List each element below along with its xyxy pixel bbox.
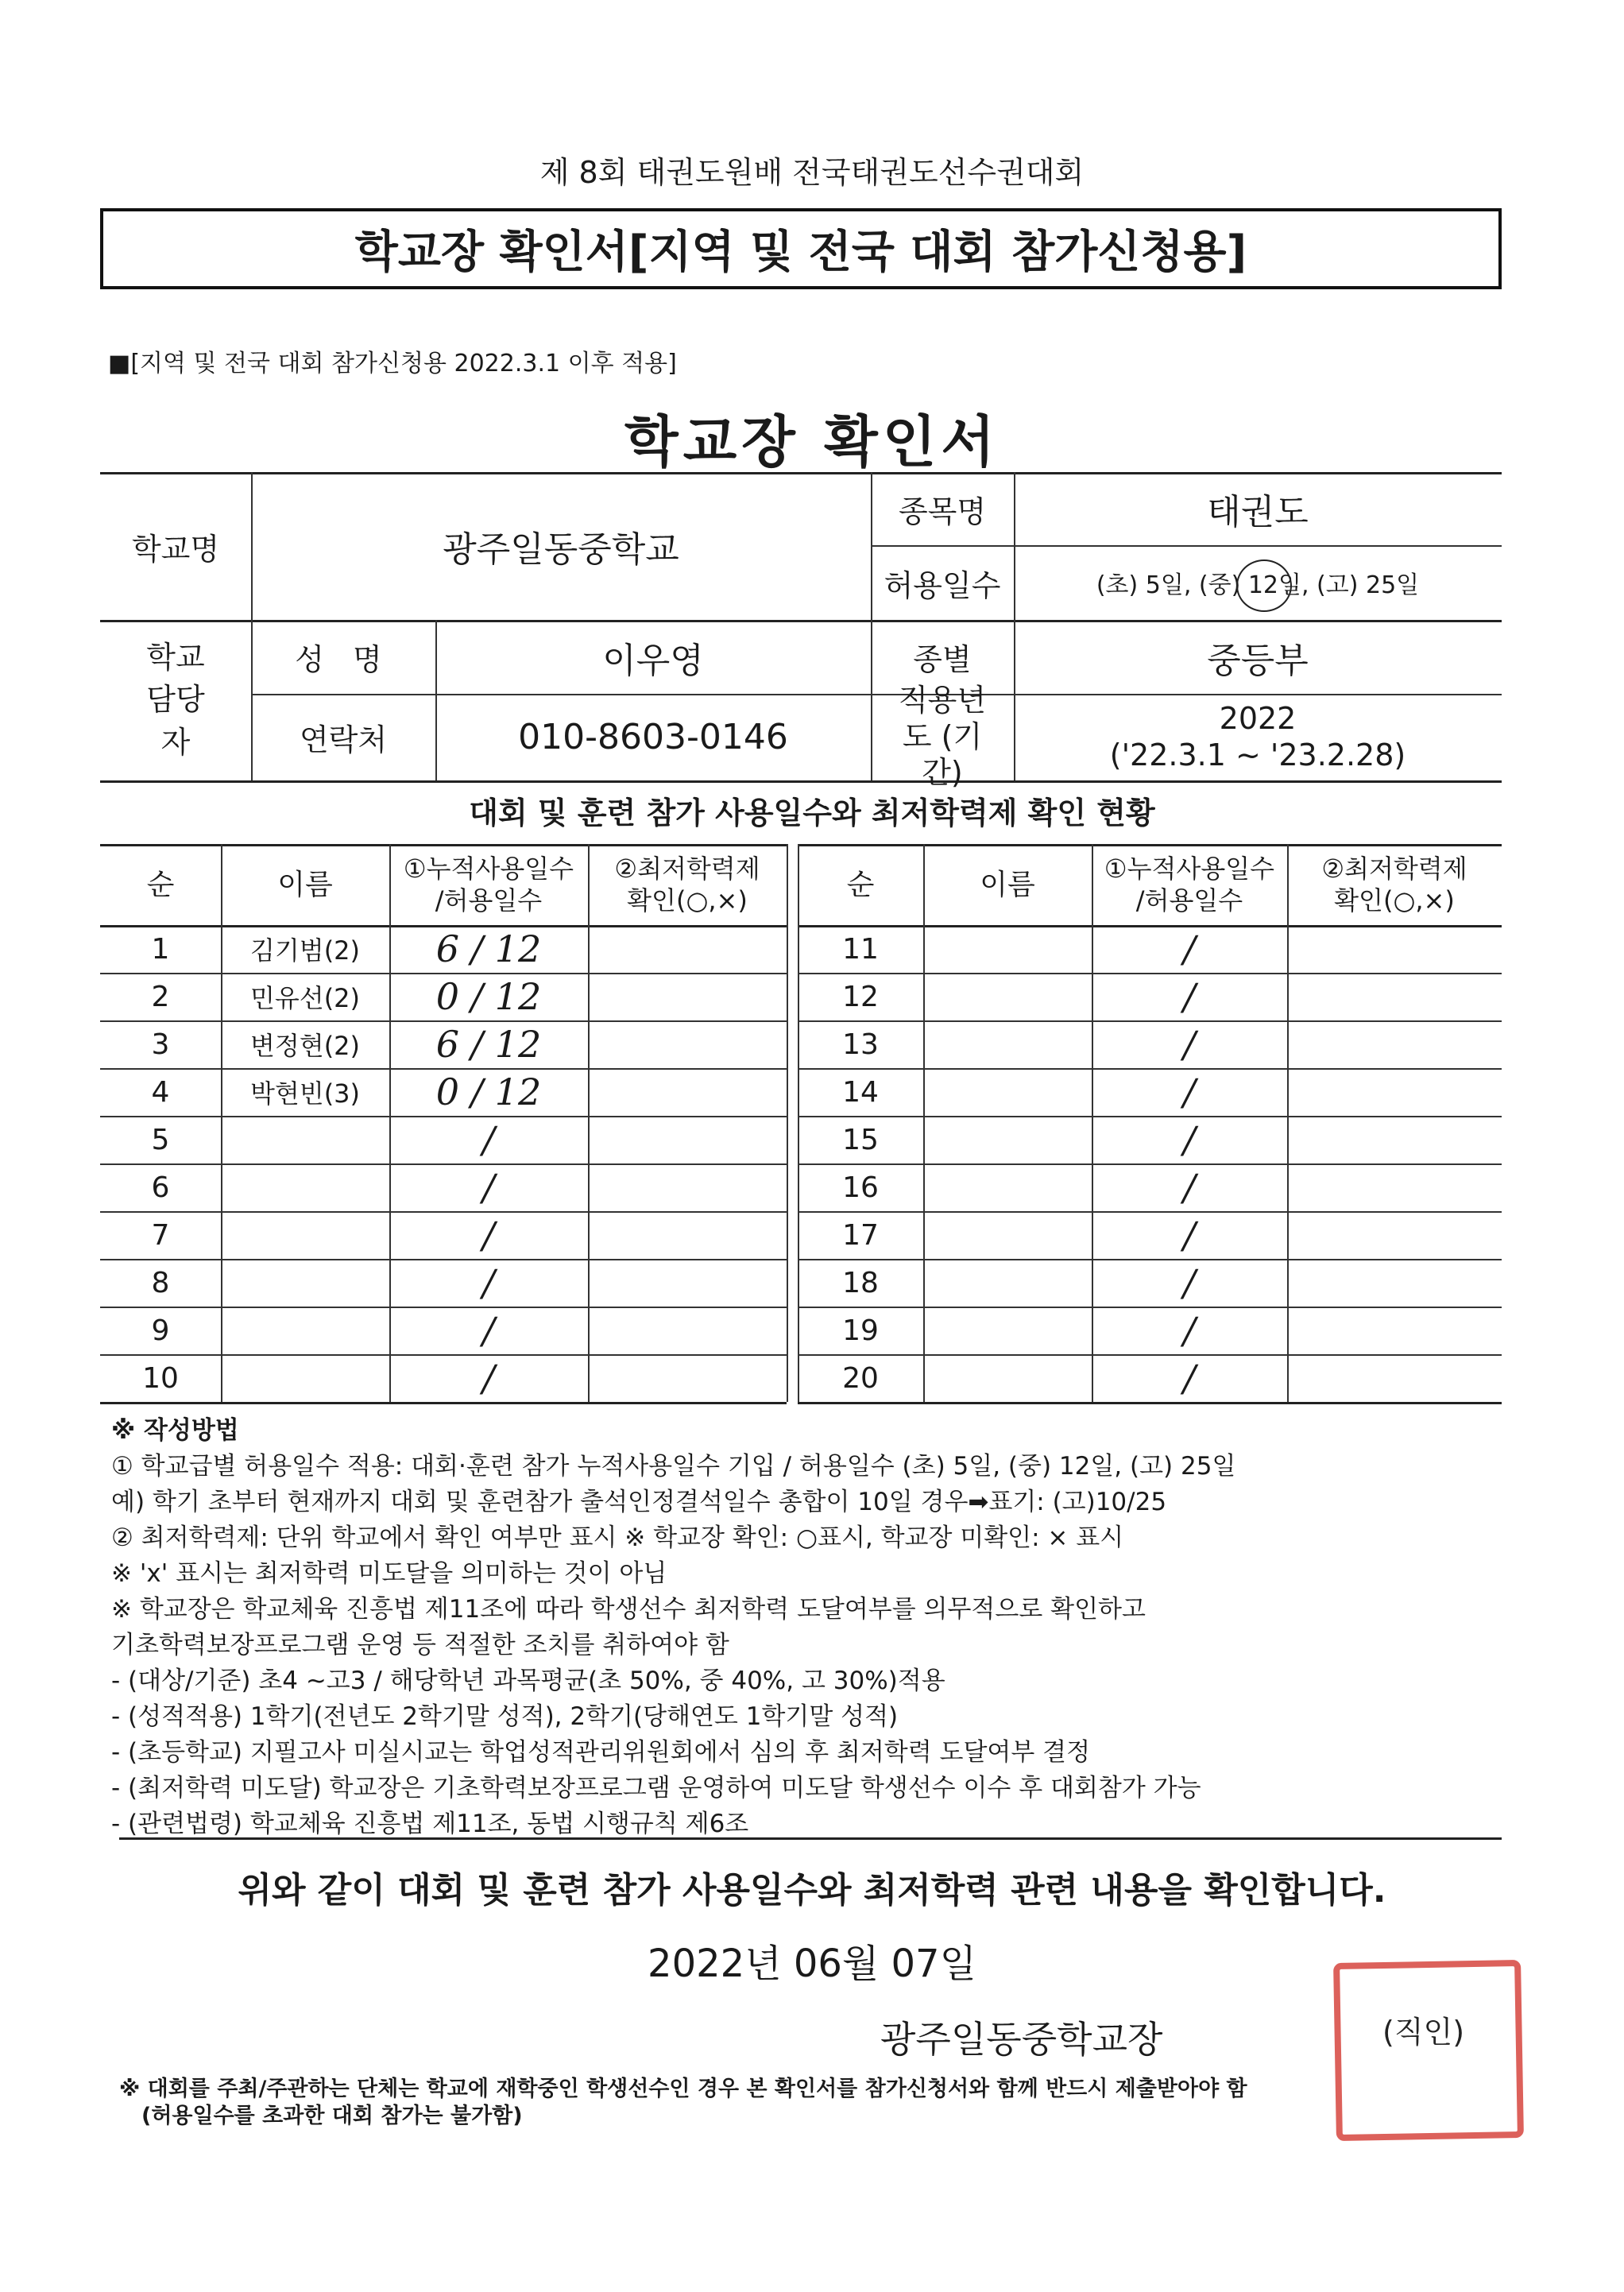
header-days-line2: /허용일수 bbox=[435, 885, 543, 916]
header-min-line1: ②최저학력제 bbox=[614, 854, 760, 884]
row-days-used: / bbox=[1183, 1023, 1196, 1066]
row-min-check bbox=[1287, 1068, 1502, 1116]
row-min-check bbox=[1287, 1354, 1502, 1402]
row-name: 민유선(2) bbox=[249, 983, 361, 1013]
row-days-used: / bbox=[1183, 1071, 1196, 1113]
instruction-line: ② 최저학력제: 단위 학교에서 확인 여부만 표시 ※ 학교장 확인: ○표시, 학교장 미확인: × 표시 bbox=[111, 1523, 1124, 1552]
row-days-used: / bbox=[1183, 975, 1196, 1018]
name-value: 이우영 bbox=[602, 640, 704, 681]
row-min-check bbox=[588, 1068, 787, 1116]
principal-name: 광주일동중학교장 bbox=[880, 2018, 1163, 2061]
row-min-check bbox=[588, 1307, 787, 1354]
row-number: 11 bbox=[842, 932, 879, 966]
contact-value: 010-8603-0146 bbox=[518, 717, 788, 757]
row-name bbox=[923, 1020, 1092, 1068]
row-number: 2 bbox=[151, 980, 170, 1013]
category-label: 종별 bbox=[913, 642, 972, 677]
row-number: 6 bbox=[151, 1171, 170, 1204]
row-min-check bbox=[588, 1354, 787, 1402]
row-days-used: / bbox=[1183, 1166, 1196, 1209]
footnote-line-2: (허용일수를 초과한 대회 참가는 불가함) bbox=[141, 2104, 523, 2128]
header-min-left bbox=[588, 844, 787, 925]
row-number: 1 bbox=[151, 932, 170, 966]
row-name bbox=[923, 1163, 1092, 1211]
instruction-line: - (최저학력 미도달) 학교장은 기초학력보장프로그램 운영하여 미도달 학생선수 이수 후 대회참가 가능 bbox=[111, 1774, 1201, 1802]
instruction-line: ※ 학교장은 학교체육 진흥법 제11조에 따라 학생선수 최저학력 도달여부를 의무적으로 확인하고 bbox=[111, 1595, 1146, 1624]
header-days-line2: /허용일수 bbox=[1135, 885, 1243, 916]
row-number: 19 bbox=[842, 1314, 879, 1347]
section-title: 대회 및 훈련 참가 사용일수와 최저학력제 확인 현황 bbox=[469, 796, 1155, 830]
row-min-check bbox=[588, 1020, 787, 1068]
row-name: 박현빈(3) bbox=[249, 1078, 361, 1109]
row-name: 변정현(2) bbox=[249, 1031, 361, 1061]
row-number: 10 bbox=[142, 1361, 179, 1395]
row-min-check bbox=[588, 925, 787, 973]
row-name bbox=[923, 973, 1092, 1020]
row-min-check bbox=[1287, 1211, 1502, 1259]
header-name-right: 이름 bbox=[980, 868, 1035, 901]
row-name bbox=[923, 1354, 1092, 1402]
row-min-check bbox=[1287, 1020, 1502, 1068]
row-days-used: / bbox=[1183, 1261, 1196, 1304]
contact-label: 연락처 bbox=[299, 722, 388, 757]
period-year: 2022 bbox=[1219, 700, 1297, 736]
instruction-line: - (대상/기준) 초4 ~고3 / 해당학년 과목평균(초 50%, 중 40%, 고 30%)적용 bbox=[111, 1667, 945, 1695]
header-days-right bbox=[1092, 844, 1287, 925]
row-days-used: / bbox=[482, 1261, 495, 1304]
category-value: 중등부 bbox=[1207, 640, 1309, 681]
table-col-line bbox=[787, 844, 788, 1402]
writing-instructions bbox=[111, 1413, 1510, 1842]
row-name bbox=[221, 1259, 389, 1307]
row-name bbox=[923, 1116, 1092, 1163]
row-days-used: / bbox=[1183, 1118, 1196, 1161]
row-days-used: / bbox=[482, 1309, 495, 1352]
notes-separator bbox=[119, 1837, 1502, 1840]
instruction-line: ※ 'x' 표시는 최저학력 미도달을 의미하는 것이 아님 bbox=[111, 1559, 667, 1588]
footnote bbox=[119, 2076, 1533, 2130]
row-days-used: / bbox=[1183, 1357, 1196, 1400]
row-min-check bbox=[1287, 925, 1502, 973]
sport-label: 종목명 bbox=[898, 494, 987, 529]
row-name bbox=[221, 1354, 389, 1402]
row-min-check bbox=[1287, 1259, 1502, 1307]
period-range: ('22.3.1 ~ '23.2.28) bbox=[1109, 737, 1406, 772]
seal-mark-label: (직인) bbox=[1382, 2015, 1465, 2050]
allow-circle-mark bbox=[1236, 559, 1292, 612]
table-row-line bbox=[100, 844, 787, 846]
period-label: 적용년도 (기간) bbox=[898, 683, 987, 791]
row-days-used: 6 / 12 bbox=[435, 1023, 542, 1066]
header-days-line1: ①누적사용일수 bbox=[1104, 854, 1275, 884]
row-min-check bbox=[588, 1211, 787, 1259]
row-name bbox=[221, 1163, 389, 1211]
row-name bbox=[923, 1211, 1092, 1259]
row-days-used: / bbox=[1183, 1214, 1196, 1256]
document-title: 학교장 확인서 bbox=[624, 409, 1000, 474]
row-days-used: / bbox=[482, 1118, 495, 1161]
row-min-check bbox=[1287, 973, 1502, 1020]
form-title-box bbox=[100, 208, 1502, 289]
instruction-line: ※ 작성방법 bbox=[111, 1416, 239, 1445]
row-min-check bbox=[1287, 1307, 1502, 1354]
row-days-used: 0 / 12 bbox=[435, 1071, 542, 1113]
header-name-left: 이름 bbox=[277, 868, 333, 901]
row-name: 김기범(2) bbox=[249, 935, 361, 966]
row-name bbox=[923, 925, 1092, 973]
table-row-line bbox=[100, 1402, 787, 1404]
row-number: 3 bbox=[151, 1028, 170, 1061]
row-number: 8 bbox=[151, 1266, 170, 1299]
table-row-line bbox=[798, 1402, 1502, 1404]
row-name bbox=[221, 1211, 389, 1259]
row-number: 15 bbox=[842, 1123, 879, 1156]
header-days-left bbox=[389, 844, 588, 925]
instruction-line: 예) 학기 초부터 현재까지 대회 및 훈련참가 출석인정결석일수 총합이 10일 경우➡표기: (고)10/25 bbox=[111, 1488, 1167, 1516]
row-number: 12 bbox=[842, 980, 879, 1013]
sport-value: 태권도 bbox=[1207, 492, 1309, 532]
row-number: 5 bbox=[151, 1123, 170, 1156]
header-min-line2: 확인(○,×) bbox=[627, 885, 748, 916]
instruction-line: ① 학교급별 허용일수 적용: 대회·훈련 참가 누적사용일수 기입 / 허용일수 (초) 5일, (중) 12일, (고) 25일 bbox=[111, 1452, 1236, 1481]
row-days-used: / bbox=[482, 1357, 495, 1400]
row-number: 9 bbox=[151, 1314, 170, 1347]
issue-date: 2022년 06월 07일 bbox=[648, 1942, 976, 1986]
form-title: 학교장 확인서[지역 및 전국 대회 참가신청용] bbox=[354, 226, 1247, 278]
row-name bbox=[221, 1307, 389, 1354]
row-number: 18 bbox=[842, 1266, 879, 1299]
row-days-used: / bbox=[1183, 927, 1196, 970]
header-min-line1: ②최저학력제 bbox=[1321, 854, 1467, 884]
event-title: 제 8회 태권도원배 전국태권도선수권대회 bbox=[539, 155, 1085, 190]
row-days-used: / bbox=[482, 1214, 495, 1256]
row-days-used: / bbox=[482, 1166, 495, 1209]
allow-value: (초) 5일, (중) 12일, (고) 25일 bbox=[1096, 571, 1420, 599]
row-number: 4 bbox=[151, 1075, 170, 1109]
application-notice: ■[지역 및 전국 대회 참가신청용 2022.3.1 이후 적용] bbox=[108, 350, 677, 377]
row-number: 13 bbox=[842, 1028, 879, 1061]
row-name bbox=[923, 1259, 1092, 1307]
instruction-line: - (관련법령) 학교체육 진흥법 제11조, 동법 시행규칙 제6조 bbox=[111, 1810, 749, 1838]
manager-label: 학교 담당자 bbox=[146, 640, 205, 760]
period-value bbox=[1014, 694, 1502, 780]
row-min-check bbox=[588, 1163, 787, 1211]
row-name bbox=[221, 1116, 389, 1163]
row-number: 7 bbox=[151, 1218, 170, 1252]
instruction-line: - (성적적용) 1학기(전년도 2학기말 성적), 2학기(당해연도 1학기말 성적) bbox=[111, 1702, 899, 1731]
header-min-line2: 확인(○,×) bbox=[1334, 885, 1455, 916]
header-no-right: 순 bbox=[846, 868, 875, 901]
row-name bbox=[923, 1307, 1092, 1354]
row-days-used: / bbox=[1183, 1309, 1196, 1352]
row-min-check bbox=[1287, 1163, 1502, 1211]
name-label: 성 명 bbox=[295, 642, 392, 677]
header-no-left: 순 bbox=[146, 868, 175, 901]
header-min-right bbox=[1287, 844, 1502, 925]
confirmation-statement: 위와 같이 대회 및 훈련 참가 사용일수와 최저학력 관련 내용을 확인합니다. bbox=[238, 1870, 1386, 1911]
instruction-line: - (초등학교) 지필고사 미실시교는 학업성적관리위원회에서 심의 후 최저학력 도달여부 결정 bbox=[111, 1738, 1091, 1767]
allow-label: 허용일수 bbox=[884, 567, 1001, 603]
row-number: 17 bbox=[842, 1218, 879, 1252]
row-number: 16 bbox=[842, 1171, 879, 1204]
header-days-line1: ①누적사용일수 bbox=[403, 854, 574, 884]
footnote-line-1: ※ 대회를 주최/주관하는 단체는 학교에 재학중인 학생선수인 경우 본 확인서를 참가신청서와 함께 반드시 제출받아야 함 bbox=[119, 2077, 1247, 2101]
school-value: 광주일동중학교 bbox=[443, 529, 679, 570]
row-days-used: 6 / 12 bbox=[435, 927, 542, 970]
row-days-used: 0 / 12 bbox=[435, 975, 542, 1018]
row-name bbox=[923, 1068, 1092, 1116]
row-min-check bbox=[588, 1116, 787, 1163]
table-row-line bbox=[798, 844, 1502, 846]
row-number: 20 bbox=[842, 1361, 879, 1395]
instruction-line: 기초학력보장프로그램 운영 등 적절한 조치를 취하여야 함 bbox=[111, 1631, 729, 1659]
row-number: 14 bbox=[842, 1075, 879, 1109]
school-label: 학교명 bbox=[131, 531, 220, 567]
row-min-check bbox=[1287, 1116, 1502, 1163]
row-min-check bbox=[588, 1259, 787, 1307]
row-min-check bbox=[588, 973, 787, 1020]
info-bottom-border bbox=[100, 780, 1502, 783]
